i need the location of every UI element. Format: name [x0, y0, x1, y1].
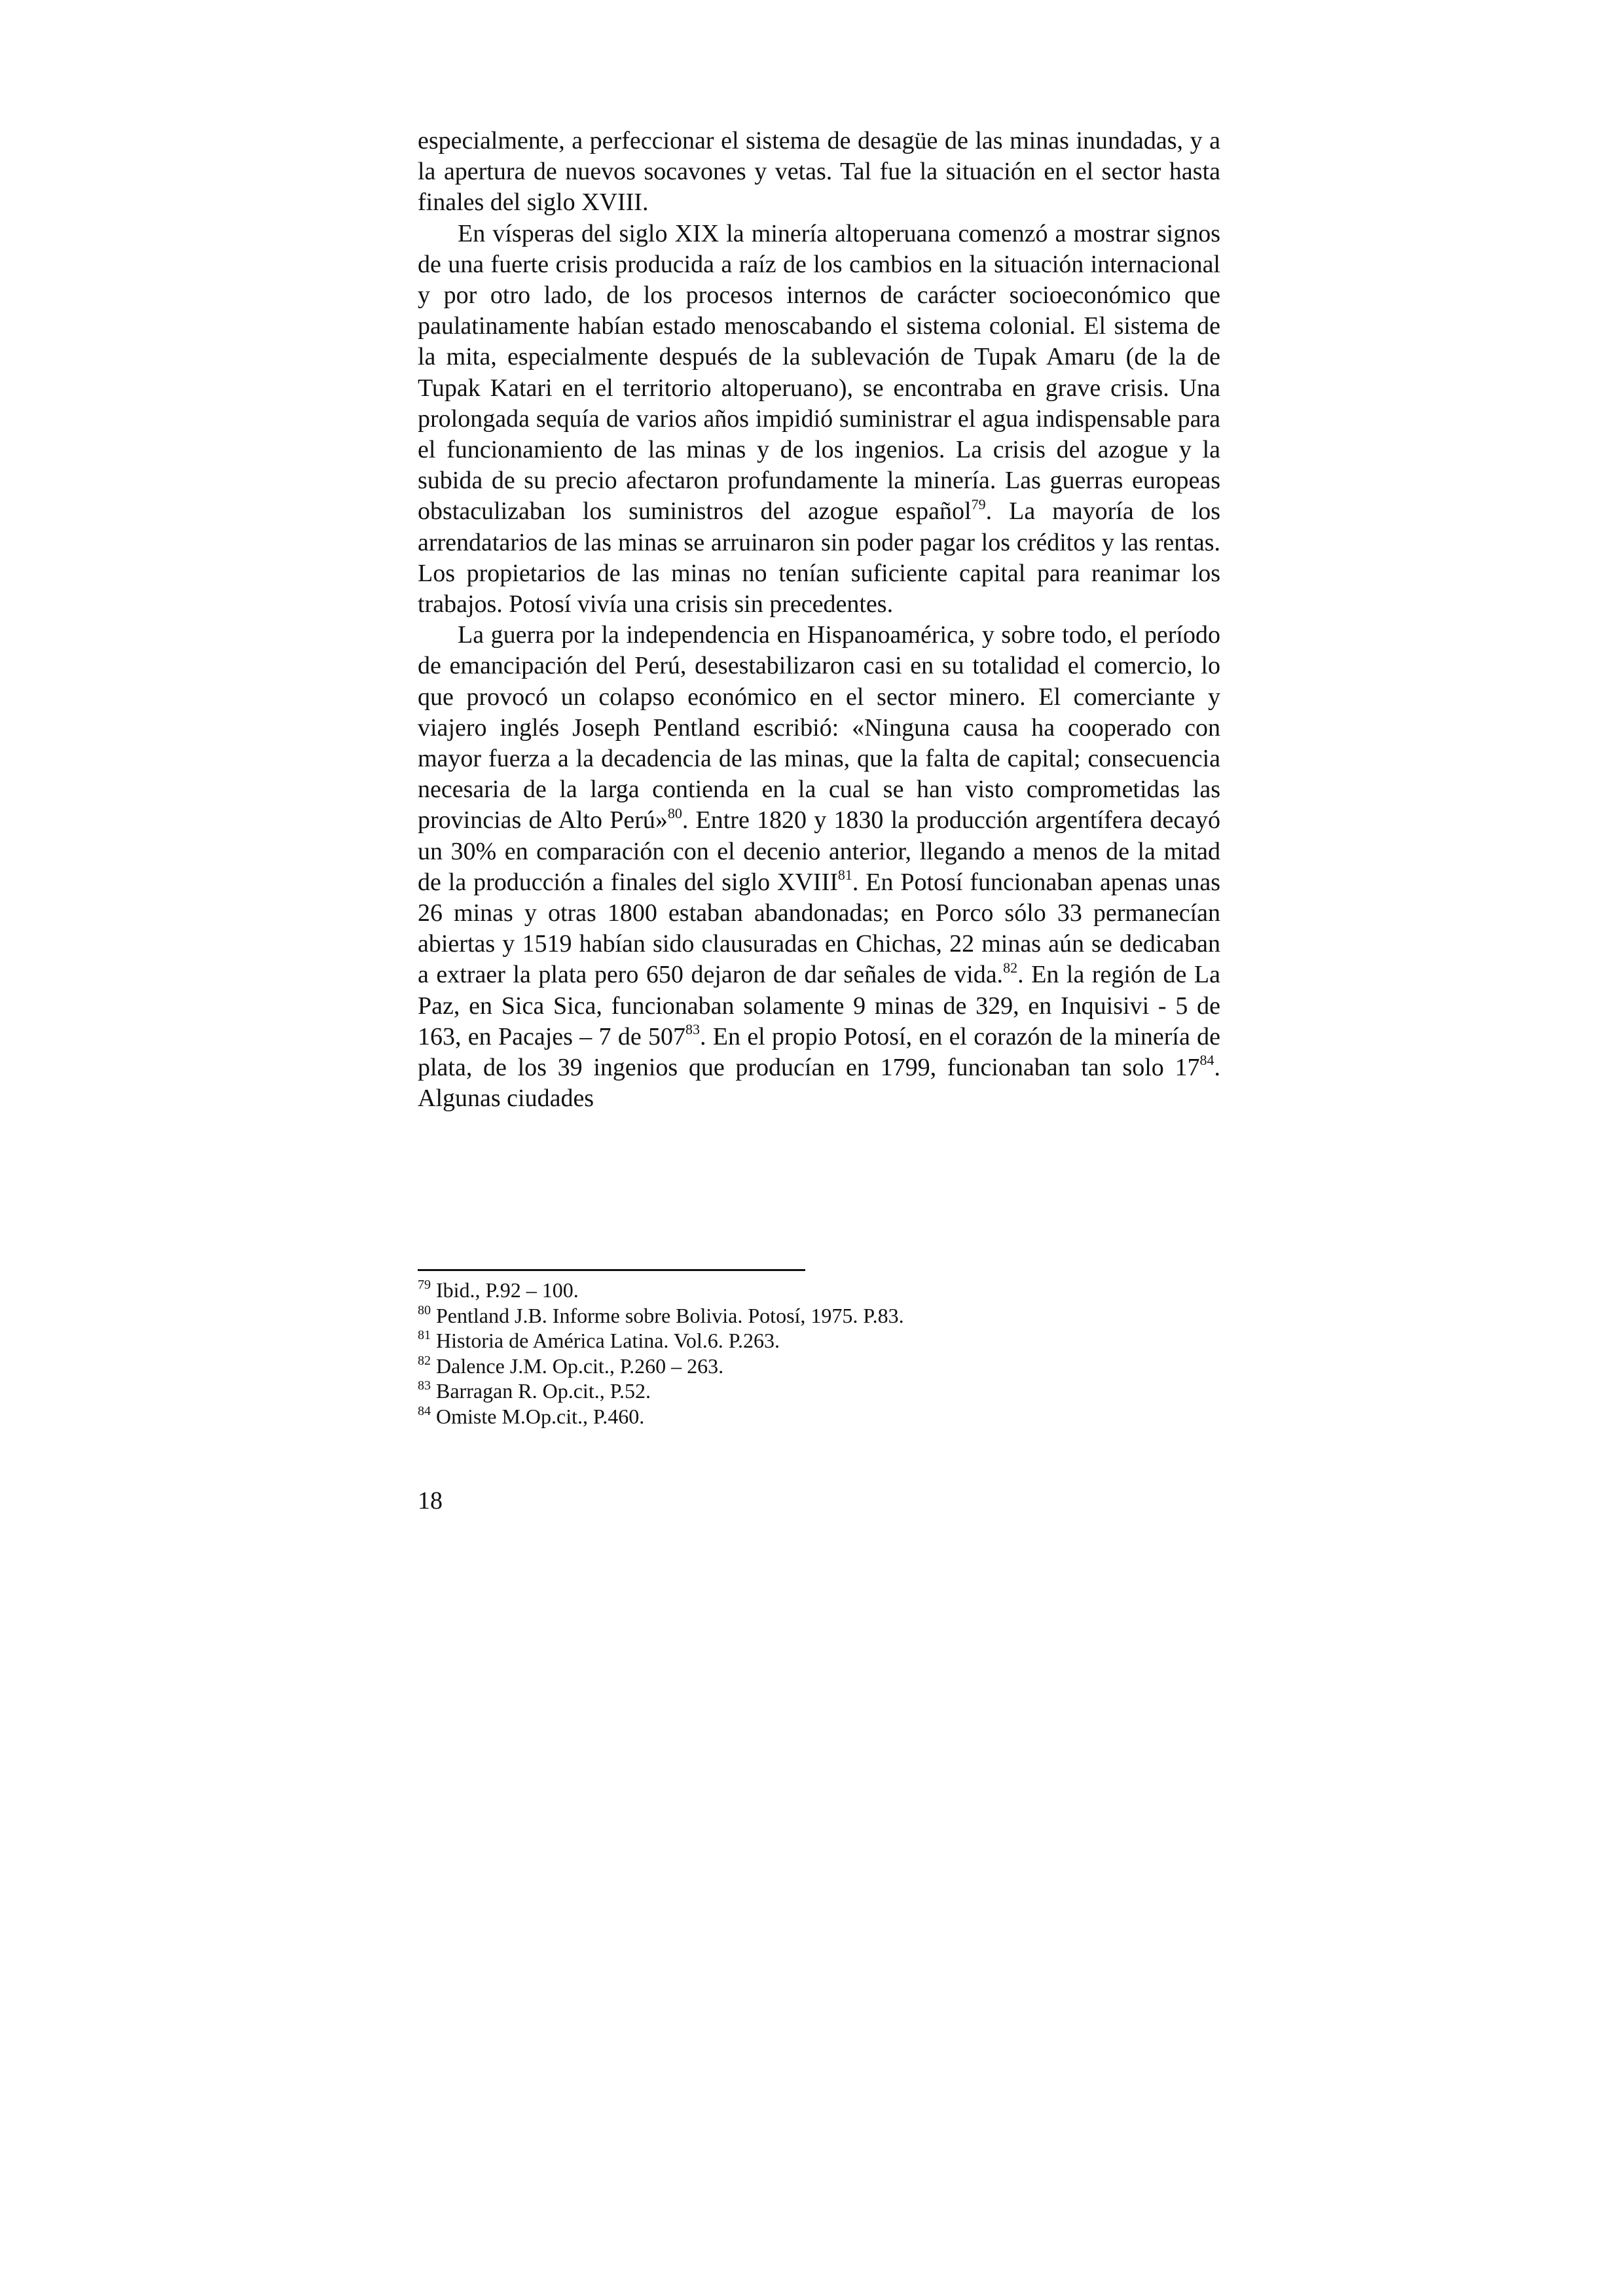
footnote-text: Ibid., P.92 – 100.: [436, 1278, 579, 1302]
paragraph-1: [418, 126, 1220, 219]
main-text: [418, 126, 1220, 1115]
footnote-number: 83: [418, 1378, 431, 1393]
footnote-number: 81: [418, 1328, 431, 1343]
footnote-number: 84: [418, 1403, 431, 1418]
footnote-ref-82[interactable]: 82: [1003, 959, 1018, 976]
footnote-ref-80[interactable]: 80: [667, 804, 682, 821]
footnote-ref-84[interactable]: 84: [1199, 1052, 1214, 1069]
footnote-text: Omiste M.Op.cit., P.460.: [436, 1404, 645, 1428]
footnote-separator: [418, 1269, 805, 1271]
footnote-number: 80: [418, 1302, 431, 1318]
footnote-text: Pentland J.B. Informe sobre Bolivia. Potosí, 1975. P.83.: [436, 1303, 904, 1327]
paragraph-3-text-6: . Algunas ciudades: [418, 1054, 1220, 1113]
footnote-number: 79: [418, 1278, 431, 1293]
footnote-80: [418, 1303, 1220, 1329]
footnote-79: [418, 1278, 1220, 1303]
paragraph-3-text-4: . En la región de La Paz, en Sica Sica, funcionaban solamente 9 minas de 329, en Inquisivi - 5 de 163, en Pacajes – 7 de 507: [418, 961, 1220, 1050]
footnote-81: [418, 1328, 1220, 1354]
paragraph-3-text: La guerra por la independencia en Hispanoamérica, y sobre todo, el período de emancipación del Perú, desestabilizaron casi en su totalidad el comercio, lo que provocó un colapso económico en el sector minero. El comerciante y viajero inglés Joseph Pentland escribió: «Ninguna causa ha cooperado con mayor fuerza a la decadencia de las minas, que la falta de capital; consecuencia necesaria de la larga contienda en la cual se han visto comprometidas las provincias de Alto Perú»: [418, 621, 1220, 834]
paragraph-2-text: En vísperas del siglo XIX la minería altoperuana comenzó a mostrar signos de una fuerte crisis producida a raíz de los cambios en la situación internacional y por otro lado, de los procesos internos de carácter socioeconómico que paulatinamente habían estado menoscabando el sistema colonial. El sistema de la mita, especialmente después de la sublevación de Tupak Amaru (de la de Tupak Katari en el territorio altoperuano), se encontraba en grave crisis. Una prolongada sequía de varios años impidió suministrar el agua indispensable para el funcionamiento de las minas y de los ingenios. La crisis del azogue y la subida de su precio afectaron profundamente la minería. Las guerras europeas obstaculizaban los suministros del azogue español: [418, 219, 1220, 526]
paragraph-3-text-2: . Entre 1820 y 1830 la producción argentífera decayó un 30% en comparación con el decenio anterior, llegando a menos de la mitad de la producción a finales del siglo XVIII: [418, 806, 1220, 896]
footnote-82: [418, 1354, 1220, 1379]
footnote-ref-83[interactable]: 83: [685, 1021, 700, 1038]
footnotes: [418, 1278, 1220, 1429]
footnote-ref-81[interactable]: 81: [837, 867, 852, 884]
paragraph-3: [418, 620, 1220, 1114]
paragraph-3-text-3: . En Potosí funcionaban apenas unas 26 minas y otras 1800 estaban abandonadas; en Porco sólo 33 permanecían abiertas y 1519 habían sido clausuradas en Chichas, 22 minas aún se dedicaban a extraer la plata pero 650 dejaron de dar señales de vida.: [418, 868, 1220, 989]
paragraph-2-text-cont: . La mayoría de los arrendatarios de las minas se arruinaron sin poder pagar los créditos y las rentas. Los propietarios de las minas no tenían suficiente capital para reanimar los trabajos. Potosí vivía una crisis sin precedentes.: [418, 497, 1220, 619]
footnote-text: Dalence J.M. Op.cit., P.260 – 263.: [436, 1354, 724, 1378]
paragraph-3-text-5: . En el propio Potosí, en el corazón de la minería de plata, de los 39 ingenios que producían en 1799, funcionaban tan solo 17: [418, 1022, 1220, 1082]
footnote-83: [418, 1378, 1220, 1404]
footnote-text: Barragan R. Op.cit., P.52.: [436, 1379, 651, 1403]
paragraph-2: [418, 219, 1220, 620]
paragraph-1-text: especialmente, a perfeccionar el sistema de desagüe de las minas inundadas, y a la apertura de nuevos socavones y vetas. Tal fue la situación en el sector hasta finales del siglo XVIII.: [418, 127, 1220, 217]
page-number: 18: [418, 1487, 443, 1515]
footnote-text: Historia de América Latina. Vol.6. P.263.: [436, 1329, 780, 1352]
footnote-ref-79[interactable]: 79: [971, 495, 986, 512]
footnote-84: [418, 1404, 1220, 1429]
footnote-number: 82: [418, 1353, 431, 1368]
